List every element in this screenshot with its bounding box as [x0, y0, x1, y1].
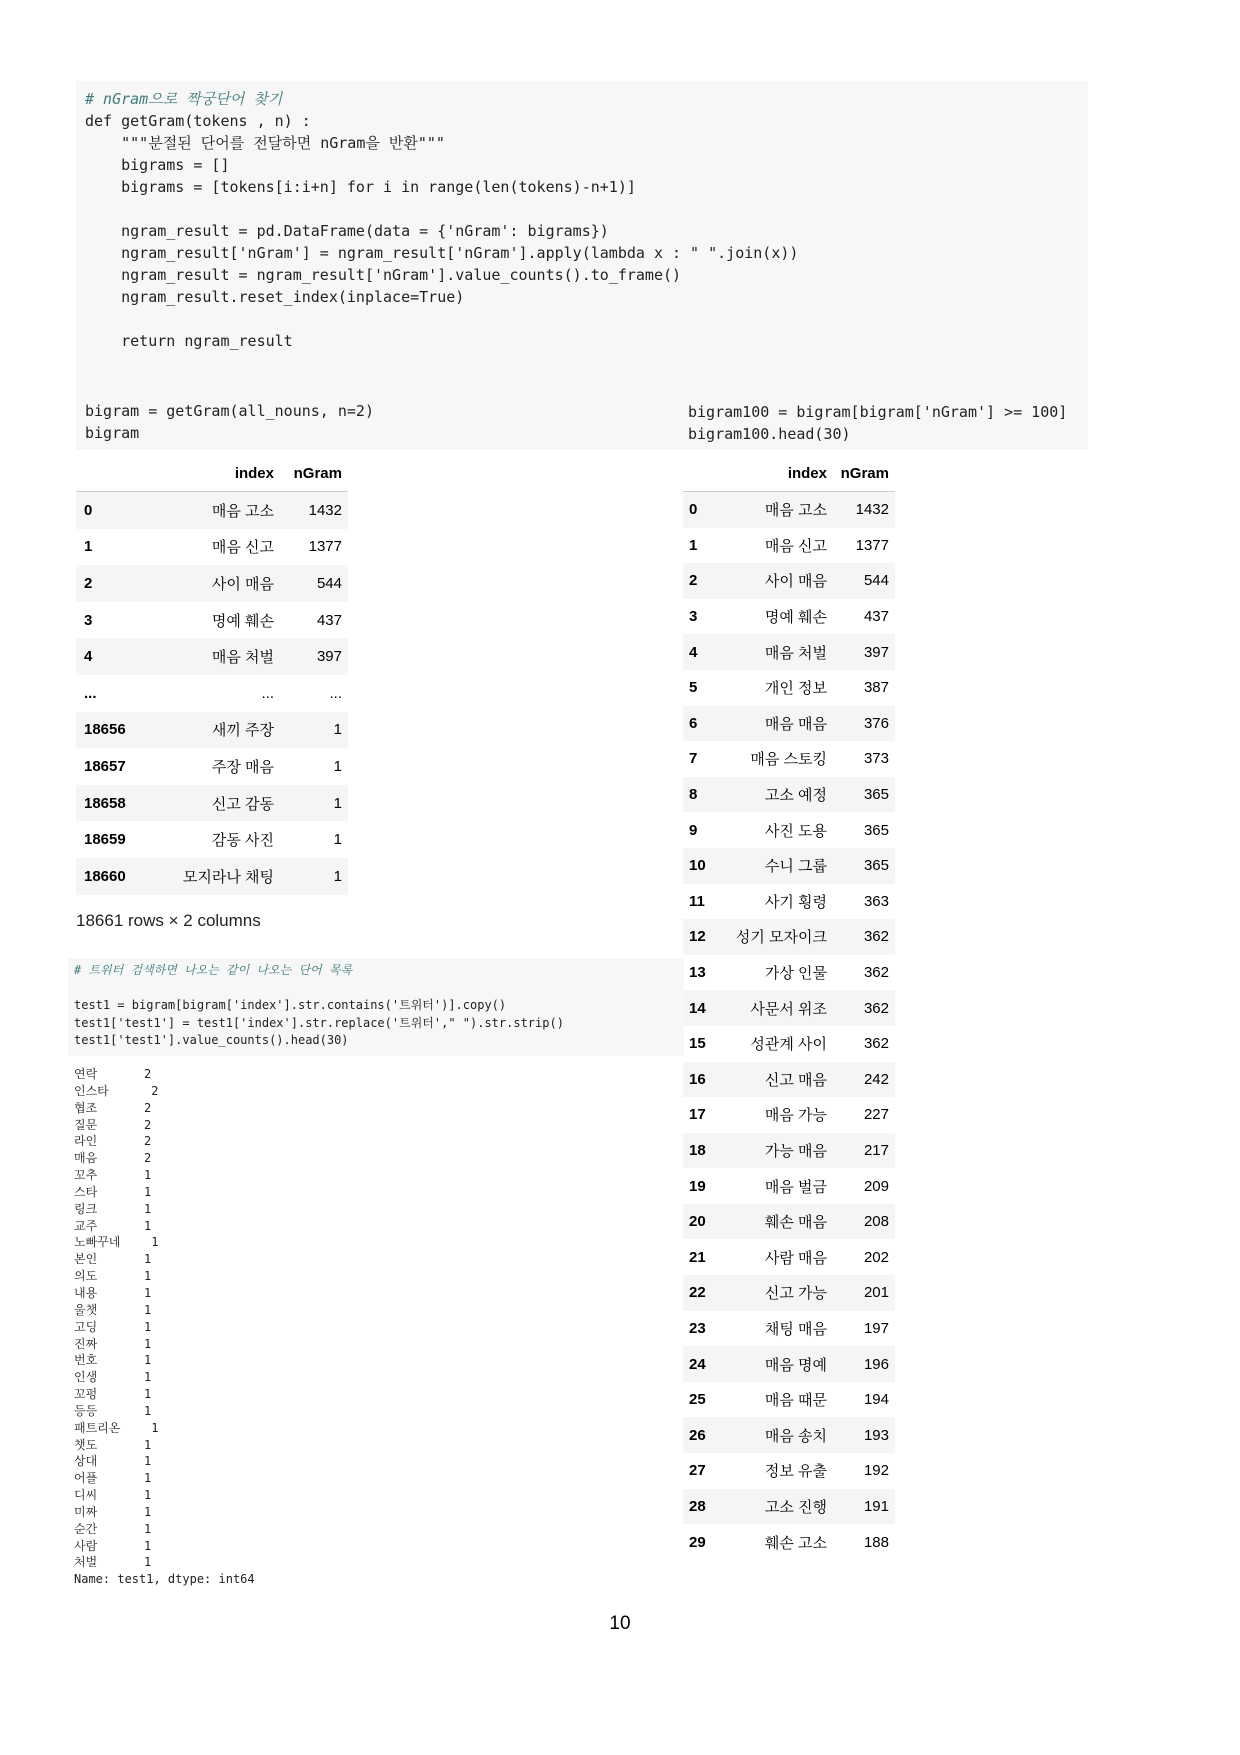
- bigram-cell: 고소 진행: [764, 1498, 827, 1516]
- term-count: 1: [144, 1471, 152, 1486]
- table-row: [76, 748, 348, 785]
- bigram-cell: 감동 사진: [211, 832, 274, 850]
- code-comment: # nGram으로 짝궁단어 찾기: [85, 90, 283, 108]
- table-row: [683, 777, 895, 813]
- bigram-cell: 매음 벌금: [764, 1178, 827, 1196]
- list-item: [74, 1066, 255, 1083]
- table-row: [683, 1524, 895, 1560]
- bigram-cell: 명예 훼손: [764, 609, 827, 627]
- list-item: [74, 1218, 255, 1235]
- count-cell: 544: [863, 572, 889, 590]
- dataframe-shape-note: 18661 rows × 2 columns: [76, 911, 261, 930]
- table-row: [683, 634, 895, 670]
- code-line: ngram_result.reset_index(inplace=True): [85, 288, 465, 306]
- term-label: 챗도: [74, 1437, 98, 1452]
- term-count: 2: [144, 1151, 152, 1166]
- term-count: 2: [144, 1134, 152, 1149]
- count-cell: 227: [863, 1106, 889, 1124]
- term-label: 진짜: [74, 1336, 98, 1351]
- count-cell: ...: [329, 684, 342, 702]
- count-cell: 209: [863, 1177, 889, 1195]
- term-label: 본인: [74, 1252, 98, 1267]
- list-item: [74, 1268, 255, 1285]
- row-index-cell: 6: [689, 714, 698, 732]
- count-cell: 193: [863, 1426, 889, 1444]
- list-item: [74, 1184, 255, 1201]
- count-cell: 201: [863, 1284, 889, 1302]
- term-label: 노빠꾸네: [74, 1235, 121, 1250]
- bigram-cell: 새끼 주장: [211, 722, 274, 740]
- row-index-cell: 0: [689, 501, 698, 519]
- count-cell: 208: [863, 1213, 889, 1231]
- count-cell: 197: [863, 1319, 889, 1337]
- count-cell: 362: [863, 928, 889, 946]
- term-count: 1: [144, 1252, 152, 1267]
- code-line: bigram100 = bigram[bigram['nGram'] >= 100]: [688, 403, 1068, 421]
- count-cell: 362: [863, 999, 889, 1017]
- dataframe-table: [683, 455, 895, 1560]
- code-line: """분절된 단어를 전달하면 nGram을 반환""": [85, 134, 445, 152]
- table-row: [683, 492, 895, 528]
- count-cell: 362: [863, 964, 889, 982]
- row-index-cell: 27: [689, 1462, 706, 1480]
- table-header-row: [76, 455, 348, 492]
- count-cell: 387: [863, 679, 889, 697]
- list-item: [74, 1100, 255, 1117]
- code-line: ngram_result['nGram'] = ngram_result['nGram'].apply(lambda x : " ".join(x)): [85, 244, 799, 262]
- row-index-cell: 0: [84, 501, 93, 519]
- row-index-cell: 9: [689, 821, 698, 839]
- bigram-cell: 매음 가능: [764, 1107, 827, 1125]
- count-cell: 437: [863, 608, 889, 626]
- bigram-cell: 주장 매음: [211, 758, 274, 776]
- bigram-cell: 매음 고소: [764, 502, 827, 520]
- term-label: 패트리온: [74, 1420, 121, 1435]
- table-row: [76, 565, 348, 602]
- count-cell: 397: [863, 643, 889, 661]
- row-index-cell: 14: [689, 999, 706, 1017]
- table-row: [683, 563, 895, 599]
- table-row: [683, 884, 895, 920]
- bigram-cell: 매음 송치: [764, 1427, 827, 1445]
- table-row: [76, 821, 348, 858]
- term-count: 1: [144, 1319, 152, 1334]
- bigram-cell: 고소 예정: [764, 787, 827, 805]
- bigram-cell: 신고 감동: [211, 795, 274, 813]
- row-index-cell: 1: [689, 536, 698, 554]
- table-row: [683, 812, 895, 848]
- bigram-cell: 사이 매음: [211, 575, 274, 593]
- bigram-cell: 훼손 고소: [764, 1534, 827, 1552]
- term-label: 순간: [74, 1521, 98, 1536]
- table-row: [683, 1417, 895, 1453]
- term-count: 1: [144, 1387, 152, 1402]
- table-row: [683, 1346, 895, 1382]
- list-item: [74, 1437, 255, 1454]
- list-item: [74, 1150, 255, 1167]
- header-cell: nGram: [840, 464, 889, 482]
- list-item: [74, 1487, 255, 1504]
- row-index-cell: ...: [84, 684, 97, 702]
- bigram-cell: 수니 그룹: [764, 858, 827, 876]
- term-label: 라인: [74, 1134, 98, 1149]
- count-cell: 437: [316, 611, 342, 629]
- count-cell: 191: [863, 1497, 889, 1515]
- page-number: 10: [609, 1613, 631, 1634]
- row-index-cell: 5: [689, 679, 698, 697]
- count-cell: 365: [863, 821, 889, 839]
- bigram-cell: 가능 매음: [764, 1142, 827, 1160]
- count-cell: 217: [863, 1141, 889, 1159]
- table-row: [683, 1062, 895, 1098]
- bigram100-dataframe: [683, 455, 895, 1560]
- table-row: [683, 1275, 895, 1311]
- bigram-cell: 성관계 사이: [750, 1036, 827, 1054]
- table-row: [683, 848, 895, 884]
- list-item: [74, 1251, 255, 1268]
- table-row: [683, 670, 895, 706]
- row-index-cell: 4: [84, 648, 93, 666]
- table-row: [76, 675, 348, 712]
- table-row: [683, 741, 895, 777]
- term-label: 내용: [74, 1285, 98, 1300]
- bigram-cell: 매음 처벌: [211, 649, 274, 667]
- bigram-dataframe: [76, 455, 348, 895]
- term-count: 1: [144, 1538, 152, 1553]
- row-index-cell: 8: [689, 786, 698, 804]
- table-row: [76, 638, 348, 675]
- row-index-cell: 24: [689, 1355, 706, 1373]
- term-count: 1: [144, 1285, 152, 1300]
- getgram-code: [85, 88, 798, 374]
- row-index-cell: 1: [84, 538, 93, 556]
- code-line: bigram = getGram(all_nouns, n=2): [85, 402, 374, 420]
- table-header-row: [683, 455, 895, 492]
- term-count: 1: [144, 1403, 152, 1418]
- header-cell: index: [787, 464, 827, 482]
- list-item: [74, 1319, 255, 1336]
- count-cell: 202: [863, 1248, 889, 1266]
- list-item: [74, 1420, 255, 1437]
- count-cell: 1: [333, 867, 342, 885]
- list-item: [74, 1504, 255, 1521]
- count-cell: 1377: [308, 538, 342, 556]
- term-count: 1: [144, 1168, 152, 1183]
- bigram-cell: 가상 인물: [764, 965, 827, 983]
- list-item: [74, 1285, 255, 1302]
- header-cell: index: [234, 464, 274, 482]
- row-index-cell: 4: [689, 643, 698, 661]
- bigram-cell: 모지라나 채팅: [182, 868, 274, 886]
- value-counts-output: [74, 1066, 255, 1588]
- count-cell: 1: [333, 794, 342, 812]
- row-index-cell: 25: [689, 1391, 706, 1409]
- table-row: [683, 1382, 895, 1418]
- header-cell: nGram: [293, 464, 342, 482]
- term-label: 어플: [74, 1471, 98, 1486]
- row-index-cell: 11: [689, 892, 705, 910]
- term-label: 인생: [74, 1370, 98, 1385]
- count-cell: 397: [316, 648, 342, 666]
- term-count: 1: [144, 1201, 152, 1216]
- list-item: [74, 1453, 255, 1470]
- row-index-cell: 23: [689, 1319, 706, 1337]
- dataframe-table: [76, 455, 348, 895]
- table-row: [683, 1097, 895, 1133]
- table-row: [683, 1239, 895, 1275]
- row-index-cell: 20: [689, 1213, 706, 1231]
- row-index-cell: 2: [689, 572, 698, 590]
- count-cell: 1: [333, 721, 342, 739]
- count-cell: 544: [316, 574, 342, 592]
- table-row: [683, 1489, 895, 1525]
- bigram100-code: [688, 401, 1067, 445]
- term-count: 1: [144, 1370, 152, 1385]
- term-count: 1: [144, 1504, 152, 1519]
- count-cell: 196: [863, 1355, 889, 1373]
- row-index-cell: 19: [689, 1177, 706, 1195]
- term-count: 1: [144, 1420, 159, 1435]
- code-line: test1['test1'].value_counts().head(30): [74, 1033, 349, 1047]
- bigram-cell: 성기 모자이크: [735, 929, 827, 947]
- table-row: [76, 858, 348, 895]
- row-index-cell: 16: [689, 1070, 706, 1088]
- bigram-cell: 매음 스토킹: [750, 751, 827, 769]
- bigram-cell: 매음 명예: [764, 1356, 827, 1374]
- term-label: 울챗: [74, 1302, 98, 1317]
- bigram-cell: ...: [261, 684, 274, 702]
- row-index-cell: 18: [689, 1141, 706, 1159]
- count-cell: 194: [863, 1391, 889, 1409]
- bigram-cell: 명예 훼손: [211, 612, 274, 630]
- count-cell: 376: [863, 714, 889, 732]
- row-index-cell: 2: [84, 574, 93, 592]
- list-item: [74, 1352, 255, 1369]
- series-footer: Name: test1, dtype: int64: [74, 1572, 255, 1587]
- term-label: 꼬추: [74, 1168, 98, 1183]
- term-count: 1: [144, 1302, 152, 1317]
- row-index-cell: 13: [689, 964, 706, 982]
- twitter-code: [74, 962, 564, 1050]
- bigram-cell: 채팅 매음: [764, 1320, 827, 1338]
- term-count: 1: [144, 1269, 152, 1284]
- list-item: [74, 1403, 255, 1420]
- count-cell: 188: [863, 1533, 889, 1551]
- term-label: 번호: [74, 1353, 98, 1368]
- term-count: 1: [144, 1184, 152, 1199]
- row-index-cell: 17: [689, 1106, 706, 1124]
- bigram-cell: 매음 고소: [211, 502, 274, 520]
- row-index-cell: 10: [689, 857, 706, 875]
- term-label: 연락: [74, 1067, 98, 1081]
- header-cell: [683, 455, 717, 492]
- bigram-cell: 신고 매음: [764, 1071, 827, 1089]
- row-index-cell: 29: [689, 1533, 706, 1551]
- row-index-cell: 12: [689, 928, 706, 946]
- term-count: 1: [144, 1488, 152, 1503]
- term-count: 1: [144, 1235, 159, 1250]
- term-count: 2: [144, 1117, 152, 1132]
- table-row: [76, 529, 348, 566]
- table-row: [683, 528, 895, 564]
- term-count: 1: [144, 1555, 152, 1570]
- bigram-cell: 훼손 매음: [764, 1214, 827, 1232]
- term-label: 등등: [74, 1403, 98, 1418]
- bigram-cell: 매음 신고: [764, 537, 827, 555]
- list-item: [74, 1117, 255, 1134]
- row-index-cell: 22: [689, 1284, 706, 1302]
- list-item: [74, 1554, 255, 1571]
- term-label: 처벌: [74, 1555, 98, 1570]
- bigram-cell: 신고 가능: [764, 1285, 827, 1303]
- row-index-cell: 18659: [84, 831, 126, 849]
- list-item: [74, 1201, 255, 1218]
- term-count: 1: [144, 1218, 152, 1233]
- count-cell: 373: [863, 750, 889, 768]
- table-row: [683, 1204, 895, 1240]
- term-label: 사람: [74, 1538, 98, 1553]
- code-comment: # 트위터 검색하면 나오는 같이 나오는 단어 목록: [74, 963, 353, 977]
- count-cell: 363: [863, 892, 889, 910]
- term-count: 2: [144, 1083, 159, 1098]
- count-cell: 1: [333, 831, 342, 849]
- list-item: [74, 1538, 255, 1555]
- count-cell: 365: [863, 857, 889, 875]
- term-label: 링크: [74, 1201, 98, 1216]
- table-row: [683, 1026, 895, 1062]
- term-count: 1: [144, 1521, 152, 1536]
- bigram-cell: 정보 유출: [764, 1463, 827, 1481]
- bigram-cell: 매음 처벌: [764, 644, 827, 662]
- list-item: [74, 1302, 255, 1319]
- term-count: 1: [144, 1353, 152, 1368]
- bigram-cell: 사이 매음: [764, 573, 827, 591]
- term-count: 1: [144, 1336, 152, 1351]
- term-count: 2: [144, 1067, 152, 1081]
- count-cell: 1377: [855, 536, 889, 554]
- table-row: [76, 785, 348, 822]
- row-index-cell: 15: [689, 1035, 706, 1053]
- bigram-cell: 사기 횡령: [764, 893, 827, 911]
- list-item: [74, 1386, 255, 1403]
- row-index-cell: 18660: [84, 867, 126, 885]
- term-label: 미짜: [74, 1504, 98, 1519]
- code-line: def getGram(tokens , n) :: [85, 112, 311, 130]
- table-row: [683, 919, 895, 955]
- term-label: 매음: [74, 1151, 98, 1166]
- code-line: bigrams = [tokens[i:i+n] for i in range(len(tokens)-n+1)]: [85, 178, 636, 196]
- table-row: [683, 1311, 895, 1347]
- term-label: 상대: [74, 1454, 98, 1469]
- list-item: [74, 1521, 255, 1538]
- row-index-cell: 18657: [84, 757, 126, 775]
- list-item: [74, 1234, 255, 1251]
- bigram-call-code: [85, 400, 374, 444]
- table-row: [76, 602, 348, 639]
- row-index-cell: 21: [689, 1248, 706, 1266]
- term-label: 의도: [74, 1269, 98, 1284]
- code-line: test1 = bigram[bigram['index'].str.contains('트위터')].copy(): [74, 998, 507, 1012]
- term-label: 협조: [74, 1100, 98, 1115]
- bigram-cell: 개인 정보: [764, 680, 827, 698]
- table-row: [76, 492, 348, 529]
- table-row: [683, 1133, 895, 1169]
- row-index-cell: 28: [689, 1497, 706, 1515]
- row-index-cell: 18656: [84, 721, 126, 739]
- list-item: [74, 1167, 255, 1184]
- table-row: [683, 955, 895, 991]
- term-count: 1: [144, 1437, 152, 1452]
- count-cell: 242: [863, 1070, 889, 1088]
- row-index-cell: 3: [84, 611, 93, 629]
- code-line: test1['test1'] = test1['index'].str.replace('트위터'," ").str.strip(): [74, 1015, 564, 1030]
- table-row: [683, 990, 895, 1026]
- term-count: 1: [144, 1454, 152, 1469]
- count-cell: 1: [333, 757, 342, 775]
- term-label: 고딩: [74, 1319, 98, 1334]
- list-item: [74, 1133, 255, 1150]
- list-item: [74, 1083, 255, 1100]
- count-cell: 365: [863, 786, 889, 804]
- table-row: [683, 599, 895, 635]
- bigram-cell: 매음 때문: [764, 1392, 827, 1410]
- row-index-cell: 18658: [84, 794, 126, 812]
- code-line: ngram_result = pd.DataFrame(data = {'nGram': bigrams}): [85, 222, 609, 240]
- header-cell: [76, 455, 148, 492]
- code-line: bigram: [85, 424, 140, 442]
- bigram-cell: 매음 신고: [211, 539, 274, 557]
- bigram-cell: 사람 매음: [764, 1249, 827, 1267]
- count-cell: 192: [863, 1462, 889, 1480]
- term-label: 디씨: [74, 1488, 98, 1503]
- table-row: [683, 1453, 895, 1489]
- code-line: bigram100.head(30): [688, 425, 851, 443]
- bigram-cell: 사진 도용: [764, 822, 827, 840]
- row-index-cell: 3: [689, 608, 698, 626]
- list-item: [74, 1336, 255, 1353]
- term-label: 인스타: [74, 1083, 109, 1098]
- list-item: [74, 1470, 255, 1487]
- term-label: 질문: [74, 1117, 98, 1132]
- list-item: [74, 1369, 255, 1386]
- table-row: [683, 1168, 895, 1204]
- term-label: 스타: [74, 1184, 98, 1199]
- table-row: [683, 706, 895, 742]
- row-index-cell: 7: [689, 750, 698, 768]
- table-row: [76, 712, 348, 749]
- row-index-cell: 26: [689, 1426, 706, 1444]
- term-label: 교주: [74, 1218, 98, 1233]
- code-line: return ngram_result: [85, 332, 293, 350]
- code-line: bigrams = []: [85, 156, 230, 174]
- count-cell: 362: [863, 1035, 889, 1053]
- term-label: 꼬펑: [74, 1387, 98, 1402]
- count-cell: 1432: [308, 501, 342, 519]
- count-cell: 1432: [855, 501, 889, 519]
- code-line: ngram_result = ngram_result['nGram'].value_counts().to_frame(): [85, 266, 682, 284]
- bigram-cell: 매음 매음: [764, 715, 827, 733]
- term-count: 2: [144, 1100, 152, 1115]
- bigram-cell: 사문서 위조: [750, 1000, 827, 1018]
